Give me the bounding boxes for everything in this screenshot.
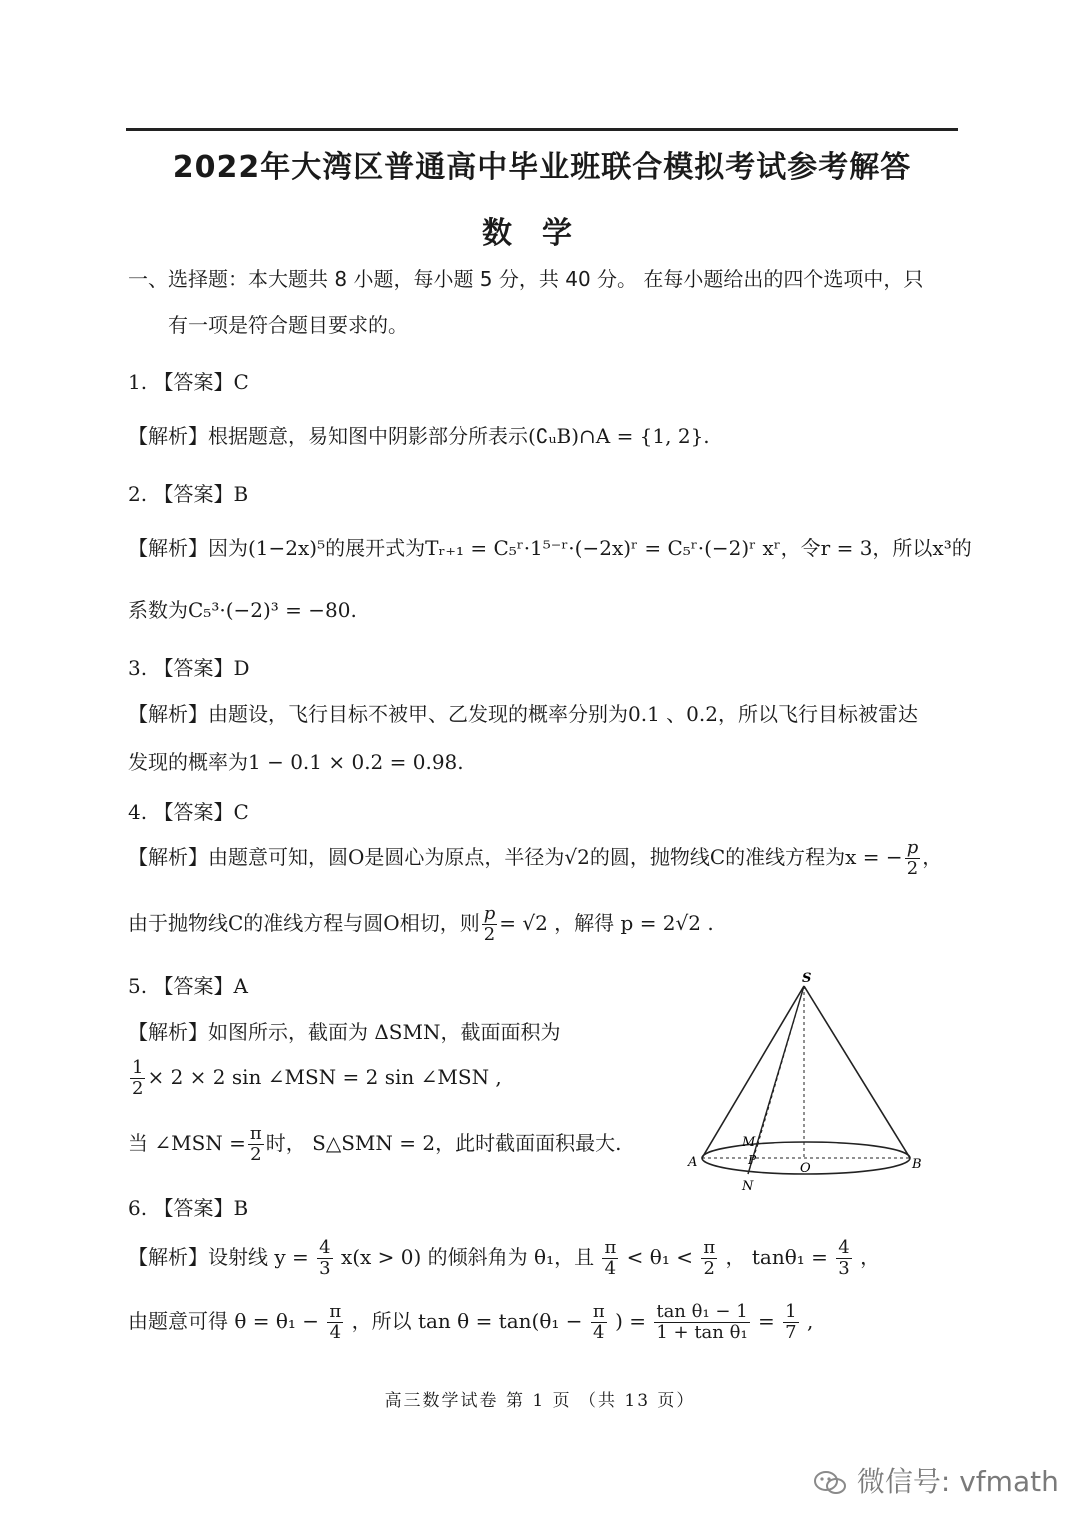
- label-n: N: [742, 1179, 754, 1194]
- fraction-numerator: π: [703, 1237, 716, 1258]
- fraction-numerator: 1: [132, 1057, 144, 1078]
- fraction-numerator: 4: [838, 1237, 850, 1258]
- fraction-numerator: p: [906, 837, 919, 858]
- q6-analysis-line1: [128, 1238, 880, 1279]
- q6-text: < θ₁ <: [626, 1245, 693, 1269]
- label-a: A: [688, 1155, 698, 1170]
- q5-text-b: 当 ∠MSN =: [128, 1131, 246, 1155]
- cone-figure: [684, 968, 924, 1200]
- fraction-numerator: tan θ₁ − 1: [656, 1301, 748, 1322]
- fraction-denominator: 4: [593, 1322, 605, 1343]
- q2-analysis-line1: 【解析】因为(1−2x)⁵的展开式为Tᵣ₊₁ = C₅ʳ·1⁵⁻ʳ·(−2x)ʳ = C₅ʳ·(−2)ʳ xʳ，令r = 3，所以x³的: [128, 536, 972, 560]
- q5-analysis-line1: 【解析】如图所示，截面为 ΔSMN，截面面积为: [128, 1020, 561, 1044]
- fraction-numerator: π: [592, 1301, 605, 1322]
- top-rule: [126, 128, 958, 131]
- fraction-denominator: 7: [785, 1322, 797, 1343]
- label-m: M: [742, 1135, 756, 1150]
- fraction-numerator: π: [604, 1237, 617, 1258]
- fraction: [602, 1238, 618, 1279]
- q1-answer: 1. 【答案】C: [128, 370, 249, 394]
- fraction: [130, 1058, 145, 1099]
- q4-answer: 4. 【答案】C: [128, 800, 249, 824]
- q3-answer: 3. 【答案】D: [128, 656, 250, 680]
- fraction: [654, 1302, 749, 1343]
- q6-text: =: [758, 1309, 775, 1333]
- fraction-numerator: π: [249, 1123, 262, 1144]
- fraction: [701, 1238, 717, 1279]
- fraction: [783, 1302, 798, 1343]
- page-title: 2022年大湾区普通高中毕业班联合模拟考试参考解答: [172, 150, 912, 185]
- q4-text-a: 【解析】由题意可知，圆O是圆心为原点，半径为√2的圆，抛物线C的准线方程为x = −: [128, 845, 903, 869]
- subject-title: 数学: [482, 216, 602, 251]
- q2-analysis-line2: 系数为C₅³·(−2)³ = −80.: [128, 598, 357, 622]
- label-b: B: [912, 1157, 922, 1172]
- cone-edge-sa: [702, 986, 804, 1158]
- q6-text: ，: [860, 1245, 881, 1269]
- fraction-denominator: 1 + tan θ₁: [656, 1322, 748, 1343]
- q6-text: ,: [806, 1309, 814, 1333]
- fraction-denominator: 4: [329, 1322, 342, 1343]
- fraction-denominator: 2: [483, 924, 496, 945]
- q1-analysis: 【解析】根据题意，易知图中阴影部分所表示(∁ᵤB)∩A = {1, 2}.: [128, 424, 710, 448]
- q3-analysis-line2: 发现的概率为1 − 0.1 × 0.2 = 0.98.: [128, 750, 464, 774]
- fraction-denominator: 2: [906, 858, 919, 879]
- q3-analysis-line1: 【解析】由题设，飞行目标不被甲、乙发现的概率分别为0.1 、0.2，所以飞行目标被雷达: [128, 702, 918, 726]
- fraction-numerator: p: [483, 903, 496, 924]
- cone-edge-sb: [804, 986, 910, 1158]
- fraction: [327, 1302, 343, 1343]
- watermark: [812, 1460, 1059, 1500]
- q6-text: 【解析】设射线 y =: [128, 1245, 309, 1269]
- q5-answer: 5. 【答案】A: [128, 974, 248, 998]
- q4-text-c: 由于抛物线C的准线方程与圆O相切，则: [128, 911, 480, 935]
- fraction: [836, 1238, 851, 1279]
- cone-edge-sn: [748, 986, 804, 1174]
- fraction-numerator: 4: [319, 1237, 331, 1258]
- fraction-denominator: 4: [604, 1258, 617, 1279]
- fraction-denominator: 3: [838, 1258, 850, 1279]
- q6-text: ， tanθ₁ =: [725, 1245, 828, 1269]
- section-heading-line1: 一、选择题：本大题共 8 小题，每小题 5 分，共 40 分。 在每小题给出的四个选项中，只: [128, 267, 924, 291]
- q6-text: ) =: [615, 1309, 646, 1333]
- q4-analysis-line1: [128, 838, 942, 879]
- section-heading-line2: 有一项是符合题目要求的。: [168, 313, 408, 337]
- q5-analysis-line3: [128, 1124, 621, 1165]
- q4-analysis-line2: [128, 904, 714, 945]
- q4-text-b: ，: [922, 845, 943, 869]
- page-footer: 高三数学试卷 第 1 页 （共 13 页）: [384, 1391, 696, 1411]
- fraction-denominator: 2: [250, 1144, 262, 1165]
- q6-text: ，所以 tan θ = tan(θ₁ −: [351, 1309, 583, 1333]
- q5-text-a: × 2 × 2 sin ∠MSN = 2 sin ∠MSN ,: [147, 1065, 502, 1089]
- fraction-denominator: 2: [132, 1078, 144, 1099]
- q6-text: 由题意可得 θ = θ₁ −: [128, 1309, 320, 1333]
- q6-analysis-line2: [128, 1302, 813, 1343]
- label-p: P: [748, 1153, 757, 1167]
- q6-text: x(x > 0) 的倾斜角为 θ₁，且: [340, 1245, 595, 1269]
- fraction-denominator: 3: [319, 1258, 331, 1279]
- q6-answer: 6. 【答案】B: [128, 1196, 249, 1220]
- fraction-denominator: 2: [703, 1258, 715, 1279]
- fraction: [317, 1238, 332, 1279]
- q5-analysis-line2: [128, 1058, 502, 1099]
- fraction: [482, 904, 498, 945]
- fraction: [591, 1302, 607, 1343]
- watermark-text: 微信号: vfmath: [856, 1465, 1059, 1498]
- label-s: S: [802, 971, 812, 986]
- q5-text-c: 时， S△SMN = 2，此时截面面积最大.: [265, 1131, 622, 1155]
- label-o: O: [800, 1161, 811, 1176]
- wechat-icon: [812, 1469, 848, 1497]
- q4-text-d: = √2 ，解得 p = 2√2 .: [499, 911, 714, 935]
- fraction-numerator: π: [329, 1301, 342, 1322]
- fraction-numerator: 1: [785, 1301, 797, 1322]
- fraction: [248, 1124, 264, 1165]
- q2-answer: 2. 【答案】B: [128, 482, 249, 506]
- fraction: [905, 838, 921, 879]
